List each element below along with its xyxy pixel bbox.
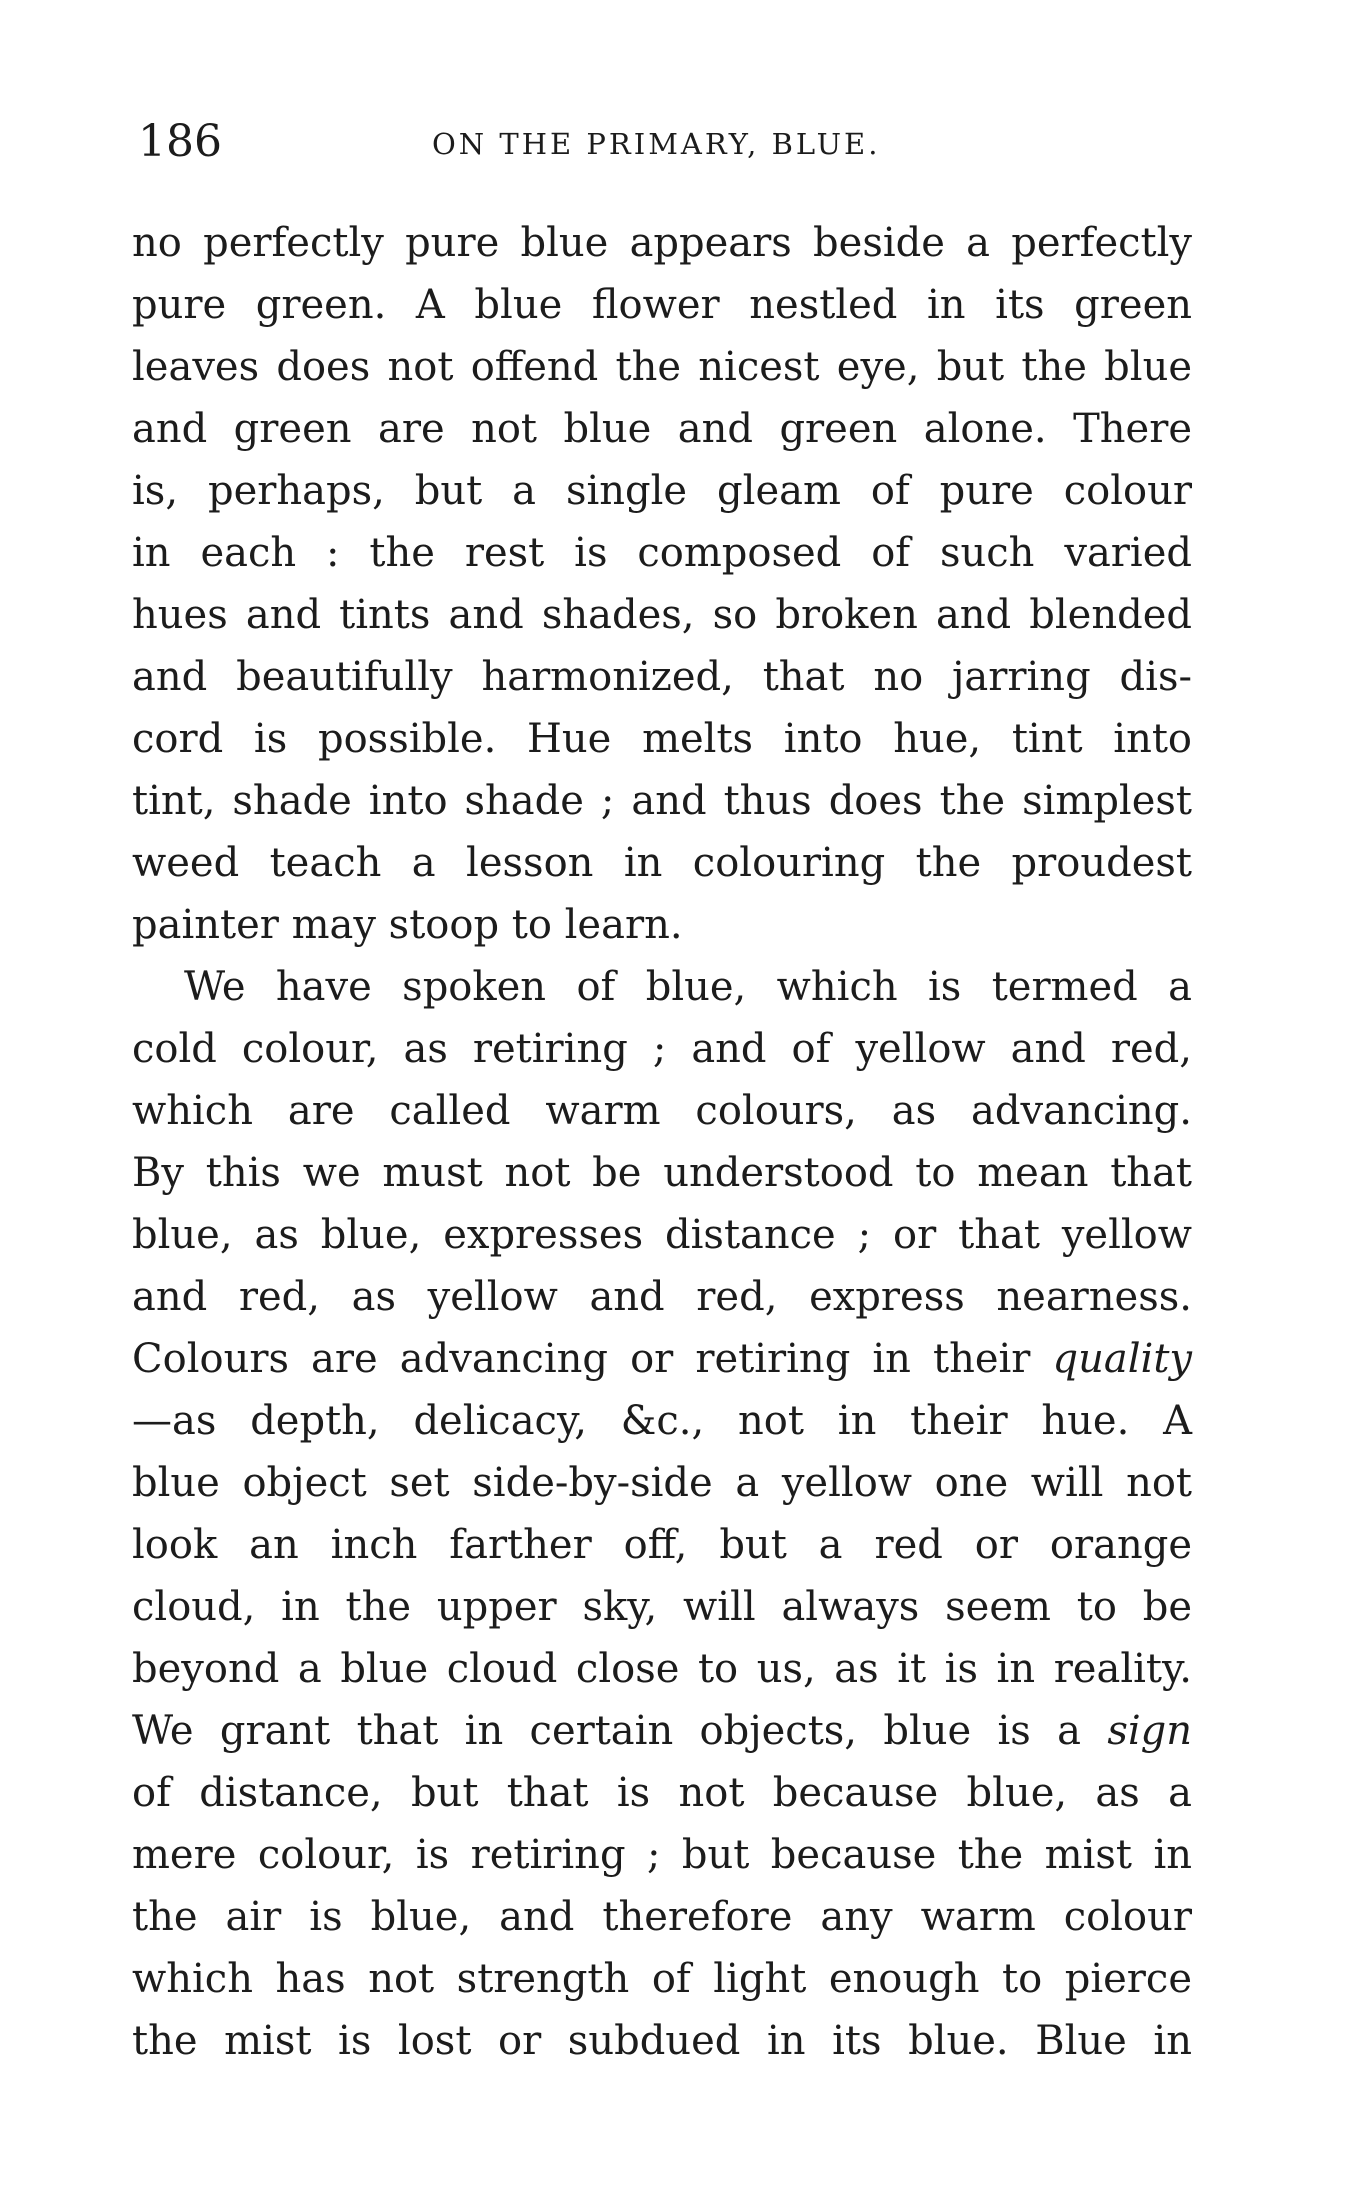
- text-line: pure green. A blue flower nestled in its green: [132, 282, 1192, 328]
- text-line: hues and tints and shades, so broken and blended: [132, 592, 1192, 638]
- text-line: and green are not blue and green alone. There: [132, 406, 1192, 452]
- page-number: 186: [138, 116, 222, 167]
- text-line: and red, as yellow and red, express nearness.: [132, 1274, 1192, 1320]
- text-line-with-emphasis: [132, 1328, 1192, 1390]
- text-line: blue, as blue, expresses distance ; or that yellow: [132, 1212, 1192, 1258]
- running-head: [132, 112, 1192, 172]
- text-line: weed teach a lesson in colouring the proudest: [132, 840, 1192, 886]
- text-line: —as depth, delicacy, &c., not in their hue. A: [132, 1398, 1192, 1444]
- text-line: By this we must not be understood to mean that: [132, 1150, 1192, 1196]
- body-text: [132, 212, 1192, 2072]
- emphasis-quality: quality: [1052, 1336, 1193, 1382]
- text-line: which are called warm colours, as advancing.: [132, 1088, 1192, 1134]
- text-segment: We grant that in certain objects, blue is a: [132, 1708, 1081, 1754]
- running-title: ON THE PRIMARY, BLUE.: [432, 127, 881, 161]
- text-line: leaves does not offend the nicest eye, but the blue: [132, 344, 1192, 390]
- text-line: which has not strength of light enough to pierce: [132, 1956, 1192, 2002]
- text-line: the mist is lost or subdued in its blue. Blue in: [132, 2018, 1192, 2064]
- text-line: beyond a blue cloud close to us, as it is in reality.: [132, 1646, 1192, 1692]
- text-line: cord is possible. Hue melts into hue, tint into: [132, 716, 1192, 762]
- text-line: mere colour, is retiring ; but because the mist in: [132, 1832, 1192, 1878]
- text-line: painter may stoop to learn.: [132, 902, 683, 948]
- text-segment: Colours are advancing or retiring in their: [132, 1336, 1031, 1382]
- text-line: tint, shade into shade ; and thus does the simplest: [132, 778, 1192, 824]
- text-line: blue object set side-by-side a yellow one will not: [132, 1460, 1192, 1506]
- text-line: and beautifully harmonized, that no jarring dis-: [132, 654, 1192, 700]
- text-line: cloud, in the upper sky, will always seem to be: [132, 1584, 1192, 1630]
- text-line: in each : the rest is composed of such varied: [132, 530, 1192, 576]
- text-line: look an inch farther off, but a red or orange: [132, 1522, 1192, 1568]
- text-line: We have spoken of blue, which is termed a: [184, 964, 1192, 1010]
- text-line-with-emphasis: [132, 1700, 1192, 1762]
- text-line: the air is blue, and therefore any warm colour: [132, 1894, 1192, 1940]
- emphasis-sign: sign: [1107, 1708, 1192, 1754]
- text-line: no perfectly pure blue appears beside a perfectly: [132, 220, 1192, 266]
- text-line: of distance, but that is not because blue, as a: [132, 1770, 1192, 1816]
- text-line: cold colour, as retiring ; and of yellow and red,: [132, 1026, 1192, 1072]
- text-line: is, perhaps, but a single gleam of pure colour: [132, 468, 1192, 514]
